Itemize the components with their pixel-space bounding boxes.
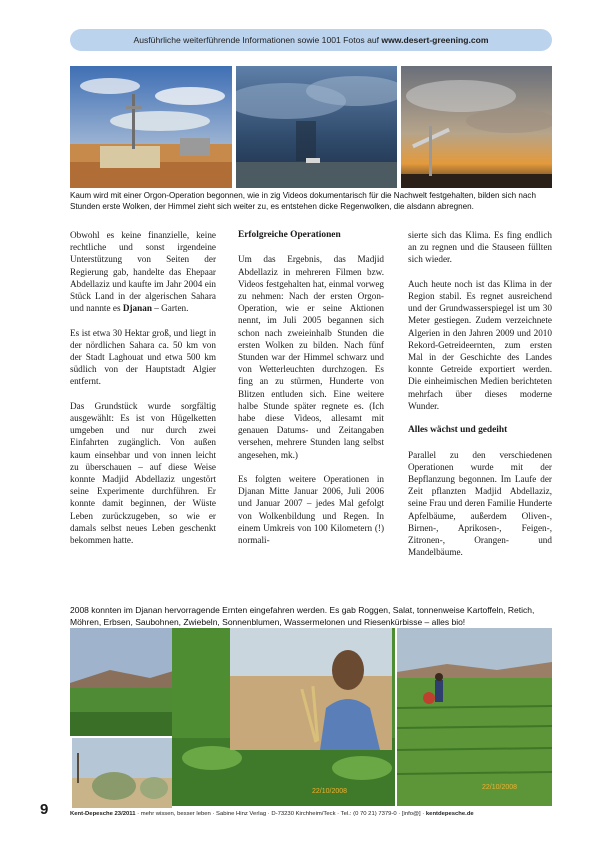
footer-site[interactable]: kentdepesche.de [425, 811, 474, 817]
photo-date-stamp: 22/10/2008 [312, 788, 348, 795]
top-photo-caption: Kaum wird mit einer Orgon-Operation begonnen, wie in zig Videos dokumentarisch für die Nachwelt festgehalten, bilden sich nach Stunden erste Wolken, der Himmel zieht sich weiter zu, es entstehen dicke Regenwolken, die alsdann abregnen. [70, 191, 536, 211]
banner-url[interactable]: www.desert-greening.com [381, 35, 489, 45]
banner-text: Ausführliche weiterführende Informationen sowie 1001 Fotos auf [133, 35, 382, 45]
text-column-2 [238, 229, 384, 558]
paragraph: sierte sich das Klima. Es fing endlich an zu regnen und die Stauseen füllten sich wieder. [408, 230, 552, 265]
website-banner [70, 29, 552, 51]
paragraph: Auch heute noch ist das Klima in der Region stabil. Es regnet ausreichend und der Grundwasserspiegel ist um 30 Meter gestiegen. Zudem verzeichnete Algerien in den Jahren 2009 und 2010 Rekord-Getreideernten, zum ersten Mal in der Geschichte des Landes konnte Getreide exportiert werden. Die einheimischen Medien berichteten mehrfach über dieses moderne Wunder. [408, 278, 552, 411]
man-portrait-photo [230, 628, 392, 750]
section-heading: Alles wächst und gedeiht [408, 425, 508, 436]
paragraph [70, 229, 216, 314]
bottom-photo-caption: 2008 konnten im Djanan hervorragende Ernten eingefahren werden. Es gab Roggen, Salat, tonnenweise Kartoffeln, Retich, Möhren, Erbsen, Saubohnen, Zwiebeln, Sonnenblumen, Wassermelonen und Riesenkürbisse – alles bio! [70, 605, 535, 627]
sunset-clouds-photo [401, 66, 552, 188]
storm-clouds-photo [236, 66, 397, 188]
emphasis-djanan: Djanan [122, 303, 152, 314]
photo-date-stamp: 22/10/2008 [482, 784, 518, 791]
tractor-field-photo [397, 628, 552, 806]
text-column-3 [408, 229, 552, 571]
paragraph: Es ist etwa 30 Hektar groß, und liegt in der nördlichen Sahara ca. 50 km von der Stadt Laghouat und etwa 500 km südlich von der Hauptstadt Algier entfernt. [70, 327, 216, 387]
footer-text: · mehr wissen, besser leben · Sabine Hinz Verlag · D-73230 Kirchheim/Teck · Tel.: (0 70 21) 7379-0 · [info@] · [135, 811, 426, 817]
section-heading: Erfolgreiche Operationen [238, 230, 341, 240]
footer-issue: Kent-Depesche 23/2011 [70, 811, 136, 817]
paragraph: Es folgten weitere Operationen in Djanan Mitte Januar 2006, Juli 2006 und Januar 2007 – jedes Mal gefolgt von Wolkenbildung und Regen. In einem Umkreis von 100 Kilometern (!) normali- [238, 474, 384, 546]
footer [70, 811, 556, 817]
paragraph: Parallel zu den verschiedenen Operationen wurde mit der Bepflanzung begonnen. Im Laufe der Zeit pflanzten Madjid Abdellaziz, seine Frau und deren Familie Hunderte Apfelbäume, außerdem Oliven-, Birnen-, Aprikosen-, Feigen-, Zitronen-, Orangen- und Mandelbäume. [408, 449, 552, 558]
text-column-1 [70, 229, 216, 558]
page-number: 9 [40, 801, 49, 818]
orgone-station-desert-photo [70, 66, 232, 188]
paragraph-text: – Garten. [151, 303, 189, 314]
giant-pumpkins-photo [70, 736, 174, 810]
paragraph: Das Grundstück wurde sorgfältig ausgewählt: Es ist von Hügelketten umgeben und nur durch zwei Einfahrten zugänglich. Von außen kaum einsehbar und von innen leicht zu überschauen – auf diese Weise konnte Madjid Abdellaziz ungestört seine Experimente durchführen. Er konnte damit beginnen, der Wüste Leben zurückzugeben, so wie er damals selbst neues Leben geschenkt bekommen hatte. [70, 400, 216, 546]
paragraph-text: Obwohl es keine finanzielle, keine rechtliche und sonst irgendeine Unterstützung von Seiten der Regierung gab, handelte das Ehepaar Abdellaziz und kaufte im Jahr 2004 ein Stück Land in der algerischen Sahara und nannte es [70, 230, 216, 314]
paragraph: Um das Ergebnis, das Madjid Abdellaziz in mehreren Filmen bzw. Videos festgehalten hat, einmal vorweg zu nehmen: Nach der ersten Orgon-Operation, wie er seine Aktionen nennt, im Juli 2005 begannen sich schon nach zweieinhalb Stunden die ersten Wolken zu bilden. Nach fünf Stunden war der Himmel schwarz und von Wetterleuchten durchzogen. Es fing an zu stürmen, Hunderte von Blitzen entluden sich. Eine weitere halbe Stunde später regnete es. (Ich habe diese Videos, allesamt mit genauen Datums- und Zeitangaben versehen, mehrere Stunden lang selbst angesehen, mk.) [238, 254, 384, 460]
